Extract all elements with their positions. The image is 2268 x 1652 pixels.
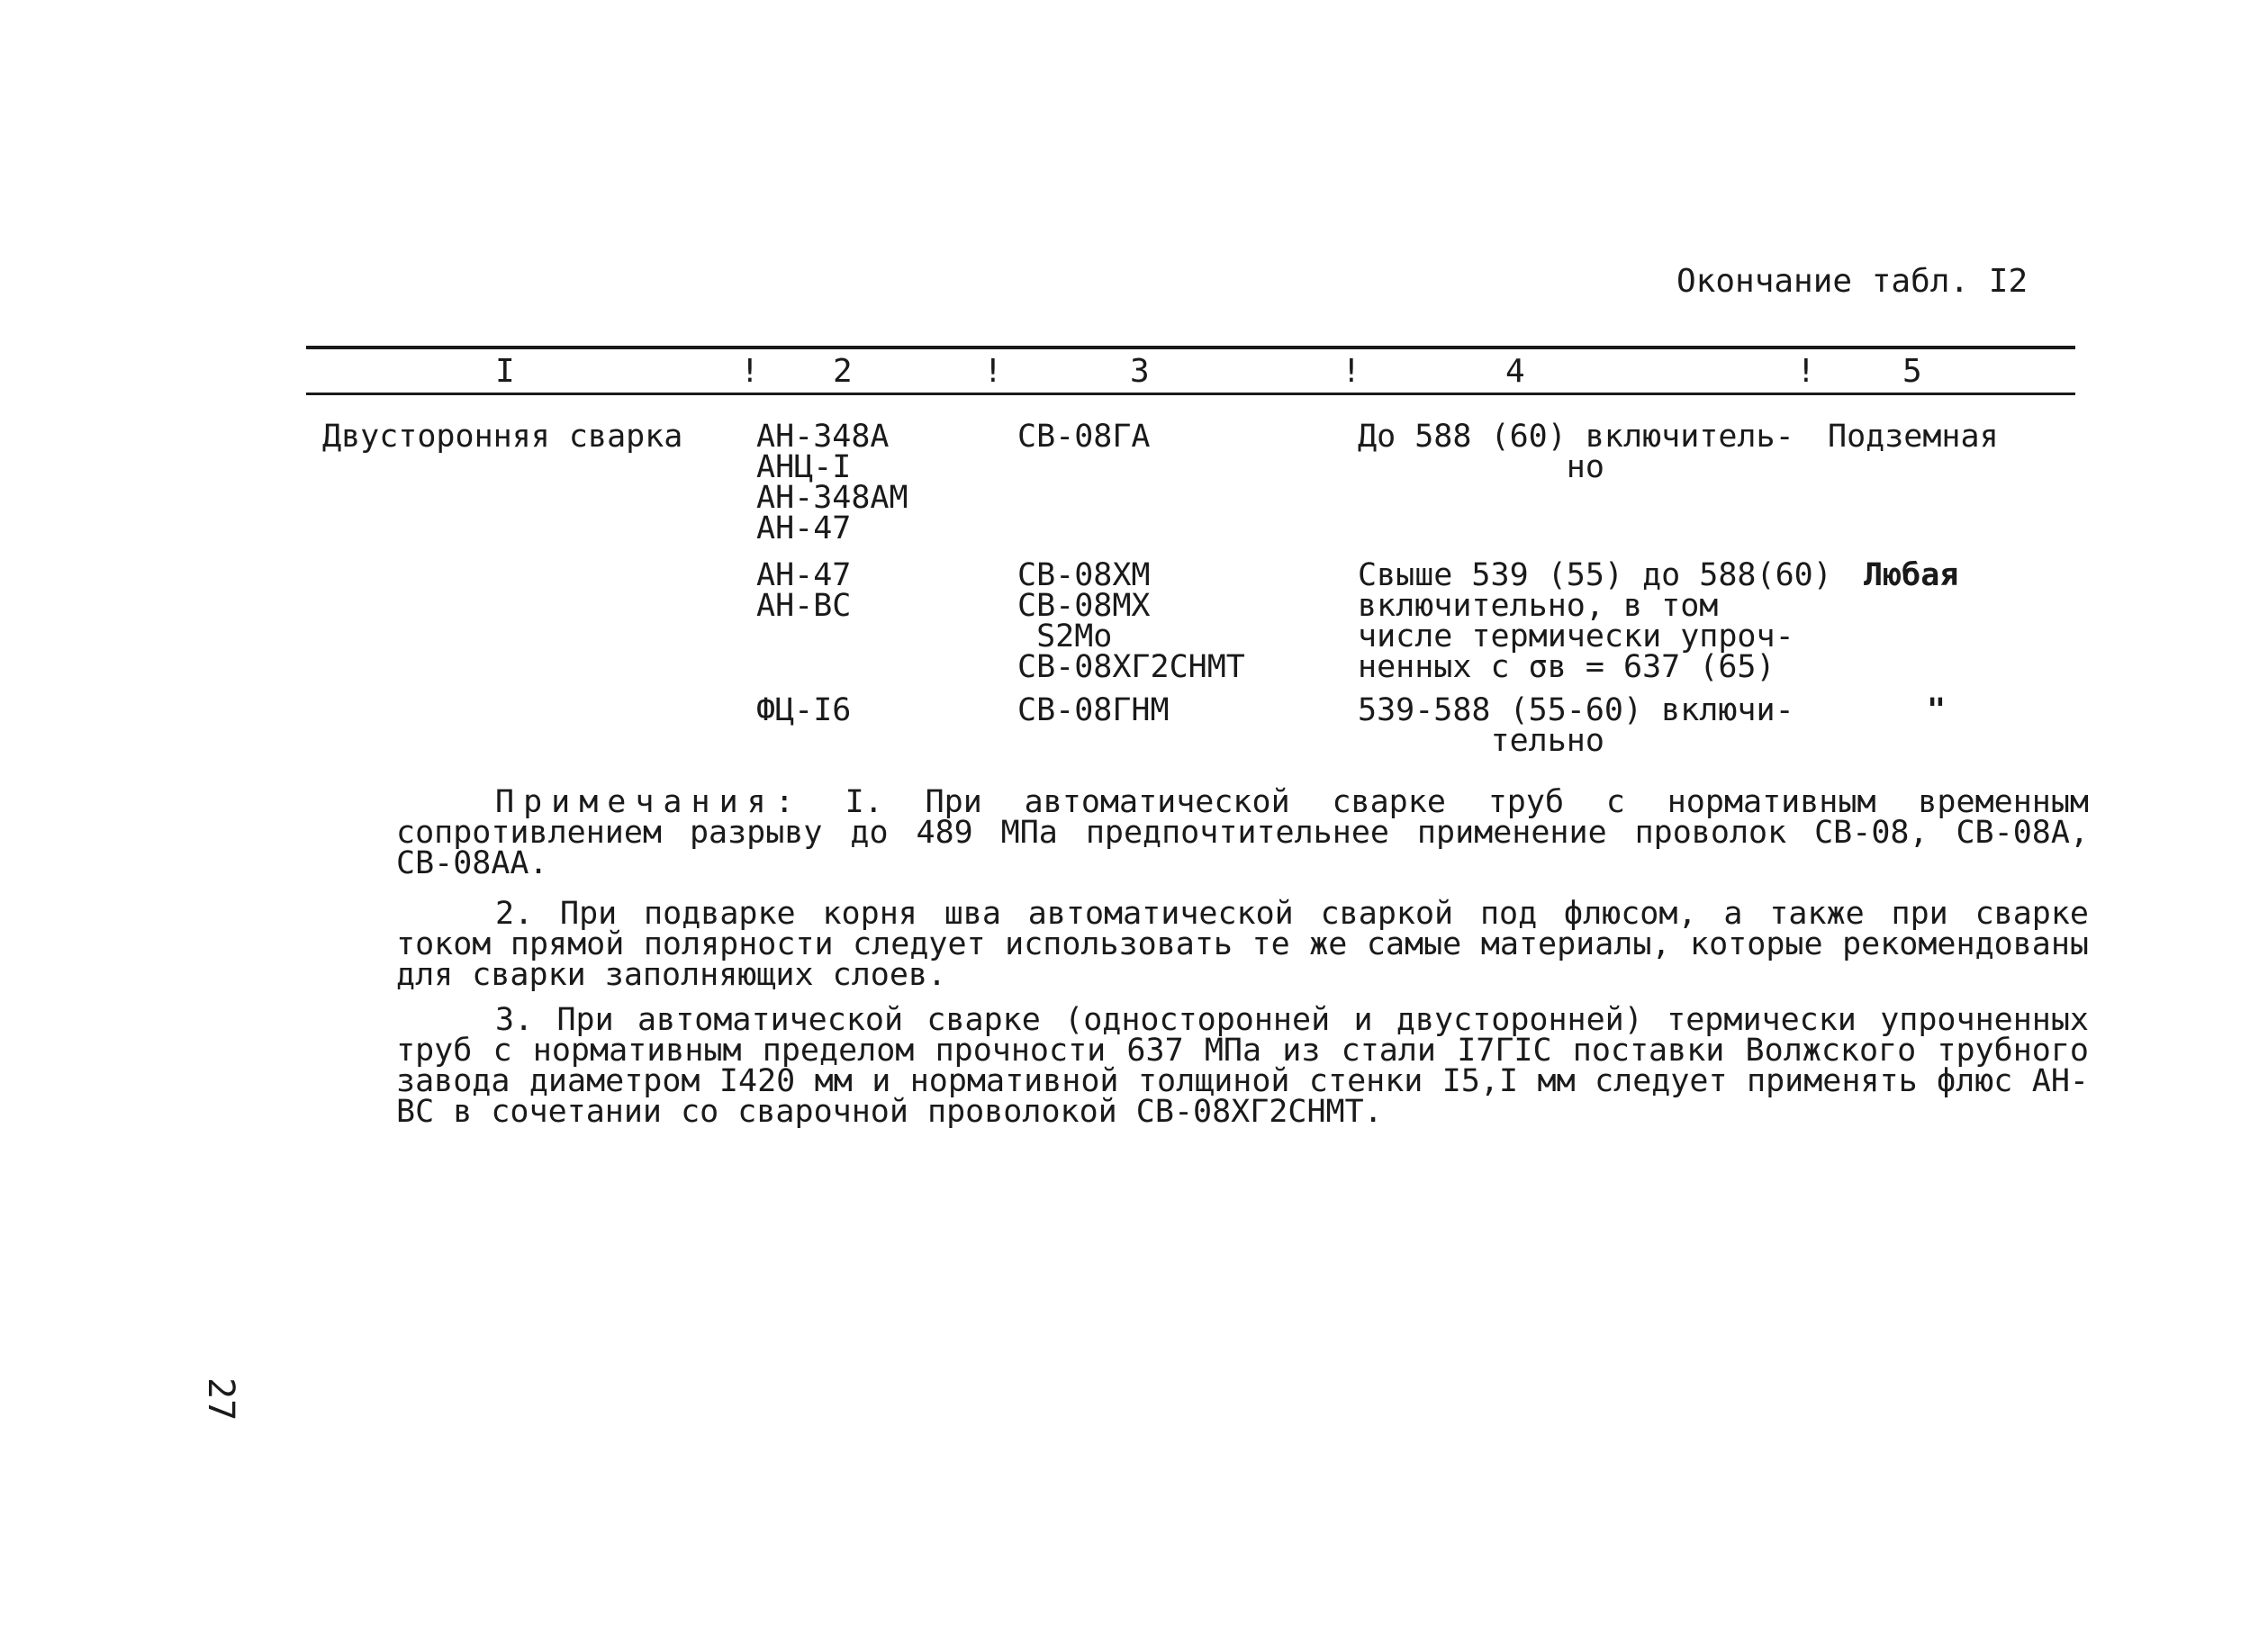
note-1-text: I. При автоматической сварке труб с нормативным временным сопротивлением разрыву до 489 МПа предпочтительнее применение проволок СВ-08, СВ-08А, СВ-08АА. xyxy=(396,784,2089,881)
row1-strength: До 588 (60) включитель- но xyxy=(1358,419,1794,485)
header-separator: ! xyxy=(740,353,760,390)
row3-wire: СВ-08ГНМ xyxy=(1017,692,1170,728)
note-2: 2. При подварке корня шва автоматической сваркой под флюсом, а также при сварке током прямой полярности следует использовать те же самые материалы, которые рекомендованы для сварки заполняющих слоев. xyxy=(396,896,2089,993)
table-header-rule xyxy=(306,393,2075,395)
note-3-block xyxy=(396,1002,2089,1130)
row2-application: Любая xyxy=(1864,557,1959,593)
row3-fluxes: ФЦ-I6 xyxy=(756,692,852,728)
page-number: 27 xyxy=(200,1377,241,1422)
note-3: 3. При автоматической сварке (односторонней и двусторонней) термически упрочненных труб с нормативным пределом прочности 637 МПа из стали I7ГIС поставки Волжского трубного завода диаметром I420 мм и нормативной толщиной стенки I5,I мм следует применять флюс АН-ВС в сочетании со сварочной проволокой СВ-08ХГ2СНМТ. xyxy=(396,1002,2089,1130)
header-col-3: 3 xyxy=(1130,353,1150,390)
header-separator: ! xyxy=(983,353,1003,390)
row2-fluxes: АН-47 АН-ВС xyxy=(756,557,852,624)
row2-strength: Свыше 539 (55) до 588(60) включительно, в том числе термически упроч- ненных с σв = 637 (65) xyxy=(1358,557,1832,685)
header-col-1: I xyxy=(495,353,515,390)
notes-heading: Примечания: xyxy=(495,784,803,820)
row1-fluxes: АН-348А АНЦ-I АН-348АМ АН-47 xyxy=(756,419,908,546)
note-1 xyxy=(396,784,2089,881)
header-col-4: 4 xyxy=(1505,353,1525,390)
header-separator: ! xyxy=(1342,353,1361,390)
note-2-block xyxy=(396,896,2089,993)
table-top-rule xyxy=(306,346,2075,349)
table-continuation-caption: Окончание табл. I2 xyxy=(1676,263,2029,300)
header-separator: ! xyxy=(1796,353,1816,390)
row3-application-ditto: " xyxy=(1927,692,1947,728)
row1-wire: СВ-08ГА xyxy=(1017,419,1151,455)
notes-section xyxy=(396,784,2089,881)
row2-wire: СВ-08ХМ СВ-08МХ S2Мо СВ-08ХГ2СНМТ xyxy=(1017,557,1245,685)
header-col-5: 5 xyxy=(1902,353,1922,390)
row3-strength: 539-588 (55-60) включи- тельно xyxy=(1358,692,1794,759)
row1-welding-type: Двусторонняя сварка xyxy=(322,419,683,455)
header-col-2: 2 xyxy=(833,353,853,390)
row1-application: Подземная xyxy=(1828,419,1999,455)
